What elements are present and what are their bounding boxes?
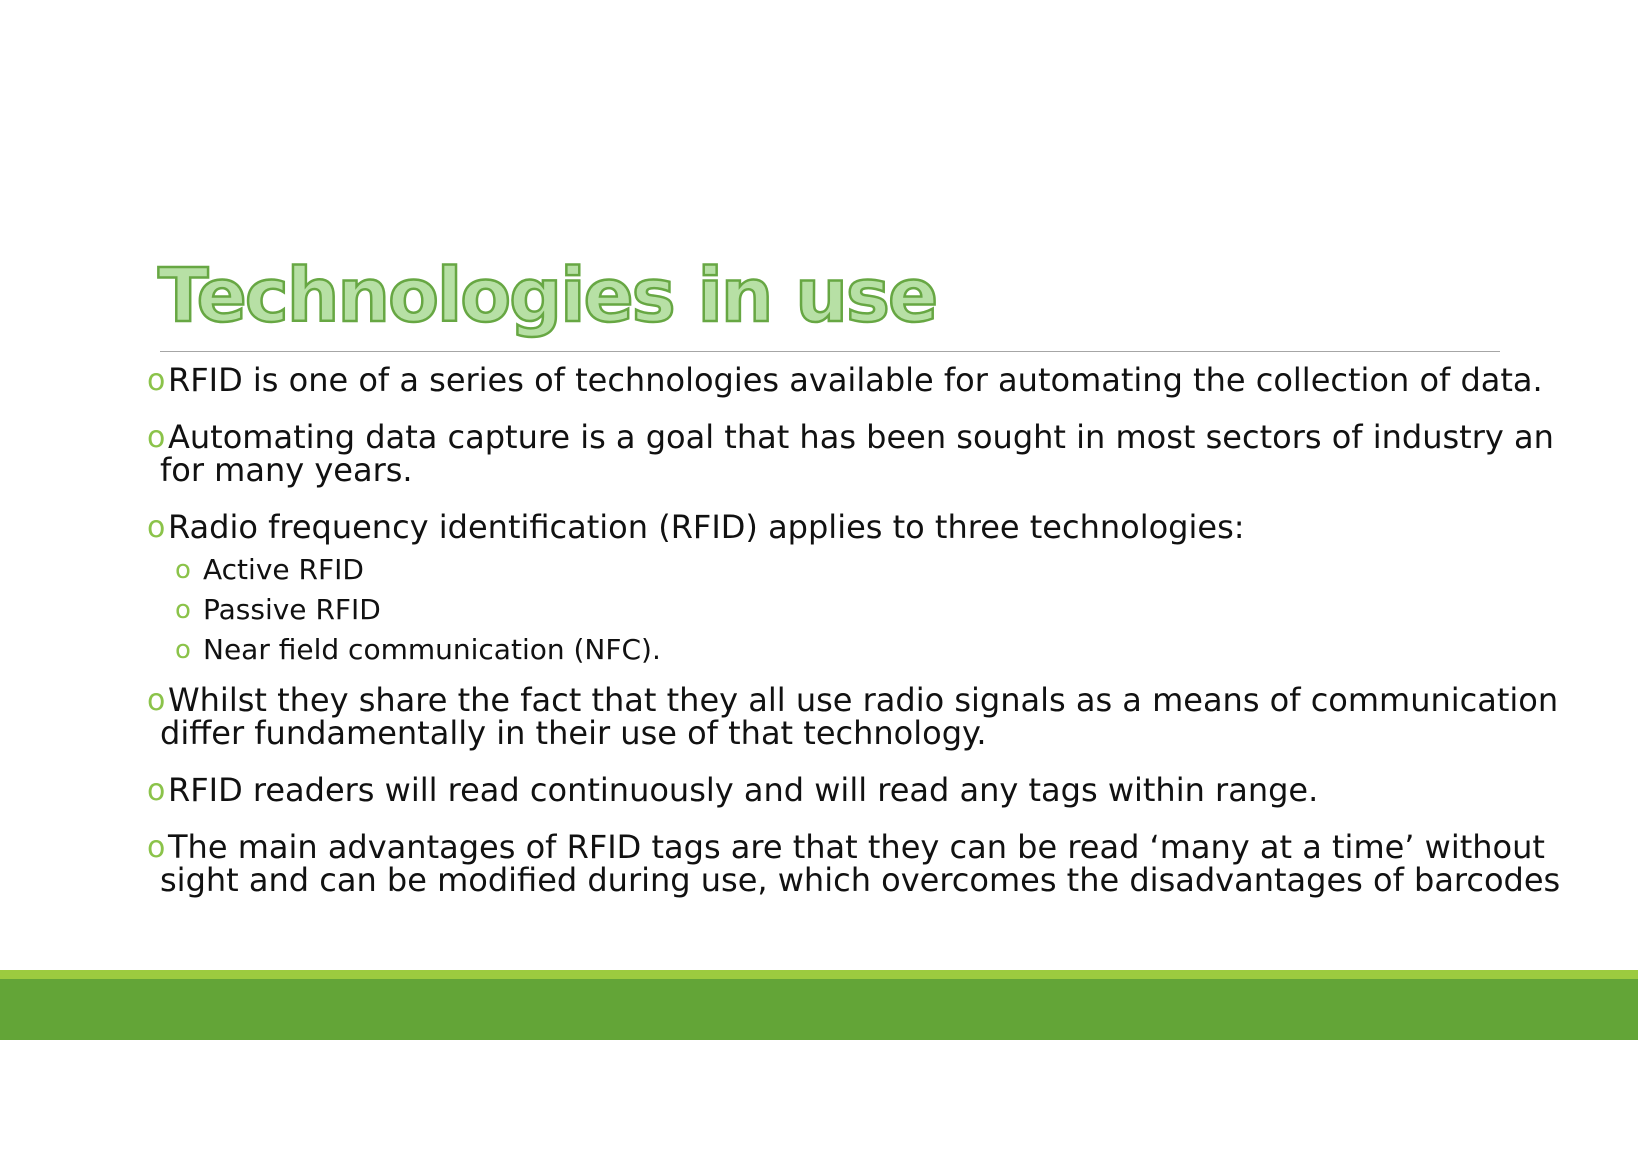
bullet-item [0, 361, 1638, 399]
sub-bullet-item [0, 550, 1638, 590]
slide-title: Technologies in use [158, 253, 937, 339]
footer-band [0, 979, 1638, 1040]
bullet-text: Radio frequency identification (RFID) applies to three technologies: [168, 508, 1245, 546]
footer-accent-stripe [0, 970, 1638, 979]
sub-bullet-text: Passive RFID [203, 593, 381, 626]
sub-bullet-item [0, 590, 1638, 630]
sub-bullet-marker-icon: o [175, 595, 191, 625]
bullet-text: Whilst they share the fact that they all use radio signals as a means of communication [168, 681, 1559, 719]
bullet-marker-icon: o [147, 683, 166, 718]
bullet-text-continued: for many years. [160, 451, 413, 489]
bullet-text-continued: differ fundamentally in their use of that technology. [160, 714, 987, 752]
bullet-item [0, 771, 1638, 809]
bullet-text: RFID is one of a series of technologies available for automating the collection of data. [168, 361, 1543, 399]
bullet-text: Automating data capture is a goal that has been sought in most sectors of industry an [168, 418, 1554, 456]
bullet-text: RFID readers will read continuously and will read any tags within range. [168, 771, 1319, 809]
bullet-marker-icon: o [147, 773, 166, 808]
bullet-item [0, 508, 1638, 546]
bullet-marker-icon: o [147, 363, 166, 398]
bullet-text-continued: sight and can be modified during use, which overcomes the disadvantages of barcodes [160, 861, 1561, 899]
sub-bullet-list [0, 550, 1638, 670]
sub-bullet-text: Active RFID [203, 553, 364, 586]
sub-bullet-text: Near field communication (NFC). [203, 633, 661, 666]
bullet-marker-icon: o [147, 420, 166, 455]
slide-content [0, 361, 1638, 921]
bullet-item [0, 681, 1638, 752]
bullet-text: The main advantages of RFID tags are that they can be read ‘many at a time’ without [168, 828, 1545, 866]
sub-bullet-marker-icon: o [175, 635, 191, 665]
bullet-marker-icon: o [147, 510, 166, 545]
sub-bullet-marker-icon: o [175, 555, 191, 585]
bullet-item [0, 828, 1638, 899]
sub-bullet-item [0, 630, 1638, 670]
bullet-item [0, 418, 1638, 489]
bullet-marker-icon: o [147, 830, 166, 865]
title-divider [160, 351, 1500, 352]
